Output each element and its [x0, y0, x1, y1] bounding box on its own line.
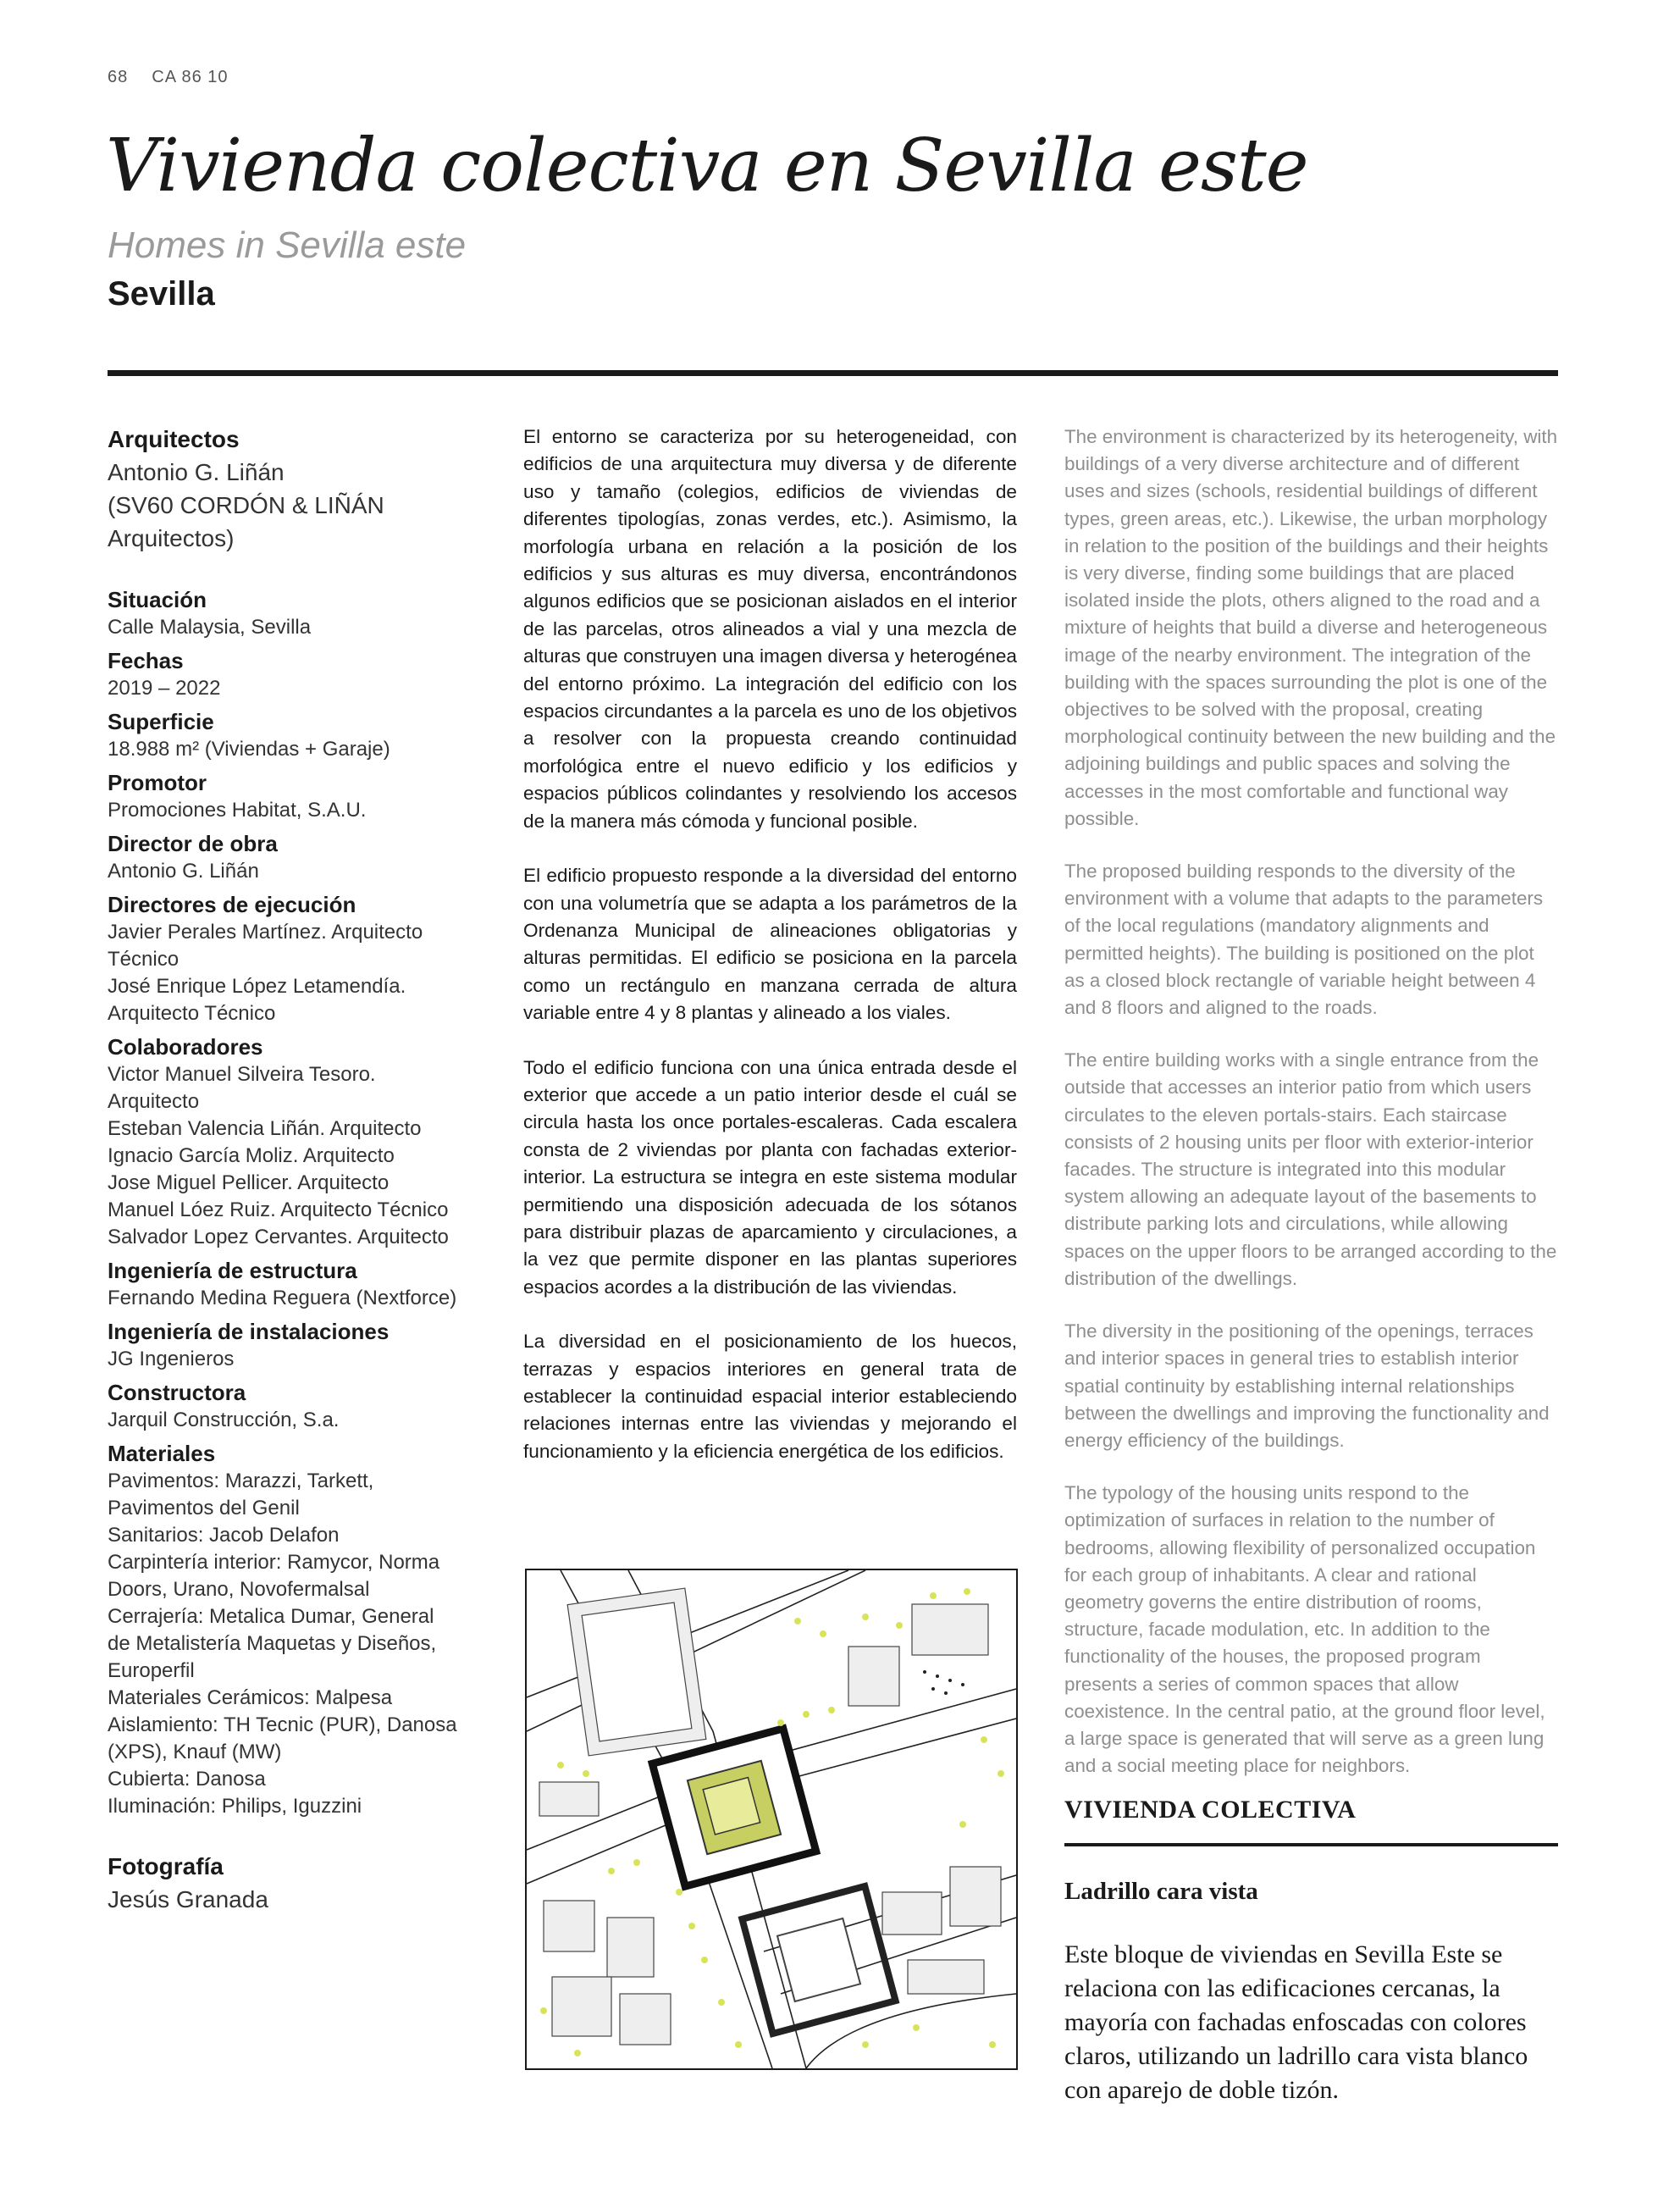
credit-value: Arquitecto Técnico	[108, 1002, 276, 1025]
credit-value: Iluminación: Philips, Iguzzini	[108, 1795, 362, 1818]
credit-value: Cubierta: Danosa	[108, 1768, 266, 1791]
credit-ing-estructura	[108, 1256, 489, 1312]
credit-label: Situación	[108, 587, 207, 612]
sidebar-subheading: Ladrillo cara vista	[1064, 1878, 1258, 1905]
credit-value: de Metalistería Maquetas y Diseños,	[108, 1632, 437, 1655]
credit-value: Jesús Granada	[108, 1886, 268, 1912]
credit-value: Esteban Valencia Liñán. Arquitecto	[108, 1117, 422, 1140]
paragraph: The entire building works with a single entrance from the outside that accesses an interior patio from which users circulates to the eleven portals-stairs. Each staircase consists of 2 housing units per floor with exterior-interior facades. The structure is integrated into this modular system allowing an adequate layout of the basements to distribute parking lots and circulations, while allowing spaces on the upper floors to be arranged according to the distribution of the dwellings.	[1064, 1049, 1557, 1289]
credit-value: Aislamiento: TH Tecnic (PUR), Danosa	[108, 1713, 457, 1736]
site-plan-image	[525, 1569, 1018, 2070]
page-number: 68	[108, 68, 129, 86]
paragraph: The diversity in the positioning of the openings, terraces and interior spaces in general tries to establish interior spatial continuity by establishing internal relationships between the dwellings and improving the functionality and energy efficiency of the buildings.	[1064, 1320, 1550, 1451]
credit-value: (XPS), Knauf (MW)	[108, 1741, 282, 1763]
credit-value: Europerfil	[108, 1659, 195, 1682]
credit-label: Ingeniería de estructura	[108, 1258, 357, 1283]
credit-value: JG Ingenieros	[108, 1348, 235, 1370]
credit-label: Colaboradores	[108, 1034, 263, 1060]
credit-arquitectos	[108, 423, 489, 555]
credit-value: Promociones Habitat, S.A.U.	[108, 799, 367, 822]
paragraph: The proposed building responds to the diversity of the environment with a volume that adapts to the parameters of the local regulations (mandatory alignments and permitted heights). The building is positioned on the plot as a closed block rectangle of variable height between 4 and 8 floors and aligned to the roads.	[1064, 861, 1544, 1019]
credit-value: Sanitarios: Jacob Delafon	[108, 1524, 340, 1547]
credit-label: Arquitectos	[108, 426, 240, 452]
credit-label: Superficie	[108, 709, 214, 734]
credit-fotografia	[108, 1851, 489, 1916]
credit-value: Jarquil Construcción, S.a.	[108, 1409, 340, 1431]
credit-value: Ignacio García Moliz. Arquitecto	[108, 1144, 395, 1167]
credit-value: Salvador Lopez Cervantes. Arquitecto	[108, 1226, 449, 1248]
publication-code: CA 86 10	[152, 68, 229, 86]
credit-label: Constructora	[108, 1380, 246, 1405]
credit-materiales	[108, 1439, 489, 1820]
city-name: Sevilla	[108, 275, 215, 313]
credit-ing-instalaciones	[108, 1317, 489, 1373]
credit-value: Materiales Cerámicos: Malpesa	[108, 1686, 393, 1709]
site-plan-drawing	[527, 1570, 1016, 2068]
credit-value: Jose Miguel Pellicer. Arquitecto	[108, 1171, 390, 1194]
title-rule	[108, 370, 1558, 376]
credit-value: Antonio G. Liñán	[108, 459, 285, 485]
credit-label: Directores de ejecución	[108, 892, 356, 917]
credit-label: Director de obra	[108, 831, 278, 856]
credit-superficie	[108, 707, 489, 763]
credit-constructora	[108, 1378, 489, 1434]
credit-value: Carpintería interior: Ramycor, Norma	[108, 1551, 440, 1574]
credit-value: Victor Manuel Silveira Tesoro.	[108, 1063, 376, 1086]
sidebar-rule	[1064, 1843, 1558, 1846]
credit-value: Arquitectos)	[108, 525, 235, 551]
credit-value: Pavimentos del Genil	[108, 1497, 300, 1519]
credit-colaboradores	[108, 1032, 489, 1251]
sidebar-text: Este bloque de viviendas en Sevilla Este se relaciona con las edificaciones cercanas, la mayoría con fachadas enfoscadas con colores claros, utilizando un ladrillo cara vista blanco con aparejo de doble tizón.	[1064, 1940, 1528, 2104]
page-title: Vivienda colectiva en Sevilla este	[106, 124, 1308, 208]
credit-value: (SV60 CORDÓN & LIÑÁN	[108, 492, 384, 518]
folio	[108, 68, 252, 87]
paragraph: El edificio propuesto responde a la diversidad del entorno con una volumetría que se adapta a los parámetros de la Ordenanza Municipal de alineaciones obligatorias y alturas permitidas. El edificio se posiciona en la parcela como un rectángulo en manzana cerrada de altura variable entre 4 y 8 plantas y alineado a los viales.	[523, 865, 1017, 1024]
page-subtitle: Homes in Sevilla este	[108, 224, 467, 266]
body-text-english	[1064, 423, 1558, 1805]
body-text-spanish	[523, 423, 1017, 1492]
paragraph: The environment is characterized by its heterogeneity, with buildings of a very diverse architecture and of different uses and sizes (schools, residential buildings of different types, green areas, etc.). Likewise, the urban morphology in relation to the position of the buildings and their heights is very diverse, finding some buildings that are placed isolated inside the plots, others aligned to the road and a mixture of heights that build a diverse and heterogeneous image of the nearby environment. The integration of the building with the spaces surrounding the plot is one of the objectives to be solved with the proposal, creating morphological continuity between the new building and the adjoining buildings and public spaces and solving the accesses in the most comfortable and functional way possible.	[1064, 426, 1558, 829]
credit-director-obra	[108, 829, 489, 885]
credit-value: 18.988 m² (Viviendas + Garaje)	[108, 738, 390, 761]
credit-directores-ejecucion	[108, 890, 489, 1027]
credits-column	[108, 423, 489, 1916]
credit-value: Técnico	[108, 948, 180, 971]
credit-situacion	[108, 585, 489, 641]
credit-value: Manuel Lóez Ruiz. Arquitecto Técnico	[108, 1198, 449, 1221]
credit-label: Fotografía	[108, 1853, 224, 1879]
credit-value: Calle Malaysia, Sevilla	[108, 616, 312, 639]
paragraph: El entorno se caracteriza por su heterogeneidad, con edificios de una arquitectura muy diversa y de diferente uso y tamaño (colegios, edificios de viviendas de diferentes tipologías, zonas verdes, etc.). Asimismo, la morfología urbana en relación a la posición de los edificios y sus alturas es muy diversa, encontrándonos algunos edificios que se posicionan aislados en el interior de las parcelas, otros alineados a vial y una mezcla de alturas que construyen una imagen diversa y heterogénea del entorno próximo. La integración del edificio con los espacios circundantes a la parcela es uno de los objetivos a resolver con la propuesta creando continuidad morfológica entre el nuevo edificio y los edificios y espacios públicos colindantes y resolviendo los accesos de la manera más cómoda y funcional posible.	[523, 426, 1017, 832]
paragraph: Todo el edificio funciona con una única entrada desde el exterior que accede a un patio interior desde el cuál se circula hasta los once portales-escaleras. Cada escalera consta de 2 viviendas por planta con fachadas exterior-interior. La estructura se integra en este sistema modular permitiendo una disposición adecuada de los sótanos para distribuir plazas de aparcamiento y circulaciones, a la vez que permite disponer en las plantas superiores espacios acordes a la distribución de las viviendas.	[523, 1056, 1017, 1298]
credit-value: Doors, Urano, Novofermalsal	[108, 1578, 370, 1601]
credit-value: Fernando Medina Reguera (Nextforce)	[108, 1287, 457, 1309]
credit-promotor	[108, 768, 489, 824]
sidebar-heading: VIVIENDA COLECTIVA	[1064, 1796, 1357, 1824]
credit-fechas	[108, 646, 489, 702]
credit-value: Antonio G. Liñán	[108, 860, 259, 883]
credit-value: Pavimentos: Marazzi, Tarkett,	[108, 1470, 374, 1492]
paragraph: The typology of the housing units respond to the optimization of surfaces in relation to the number of bedrooms, allowing flexibility of personalized occupation for each group of inhabitants. A clear and rational geometry governs the entire distribution of rooms, structure, facade modulation, etc. In addition to the functionality of the houses, the proposed program presents a series of common spaces that allow coexistence. In the central patio, at the ground floor level, a large space is generated that will serve as a green lung and a social meeting place for neighbors.	[1064, 1482, 1545, 1777]
credit-label: Fechas	[108, 648, 184, 673]
credit-value: José Enrique López Letamendía.	[108, 975, 406, 998]
paragraph: La diversidad en el posicionamiento de los huecos, terrazas y espacios interiores en general trata de establecer la continuidad espacial interior estableciendo relaciones internas entre las viviendas y mejorando el funcionamiento y la eficiencia energética de los edificios.	[523, 1331, 1017, 1462]
credit-label: Promotor	[108, 770, 207, 795]
credit-label: Ingeniería de instalaciones	[108, 1319, 390, 1344]
credit-value: 2019 – 2022	[108, 677, 221, 700]
credit-value: Cerrajería: Metalica Dumar, General	[108, 1605, 434, 1628]
credit-label: Materiales	[108, 1441, 216, 1466]
credit-value: Arquitecto	[108, 1090, 200, 1113]
credit-value: Javier Perales Martínez. Arquitecto	[108, 921, 423, 944]
